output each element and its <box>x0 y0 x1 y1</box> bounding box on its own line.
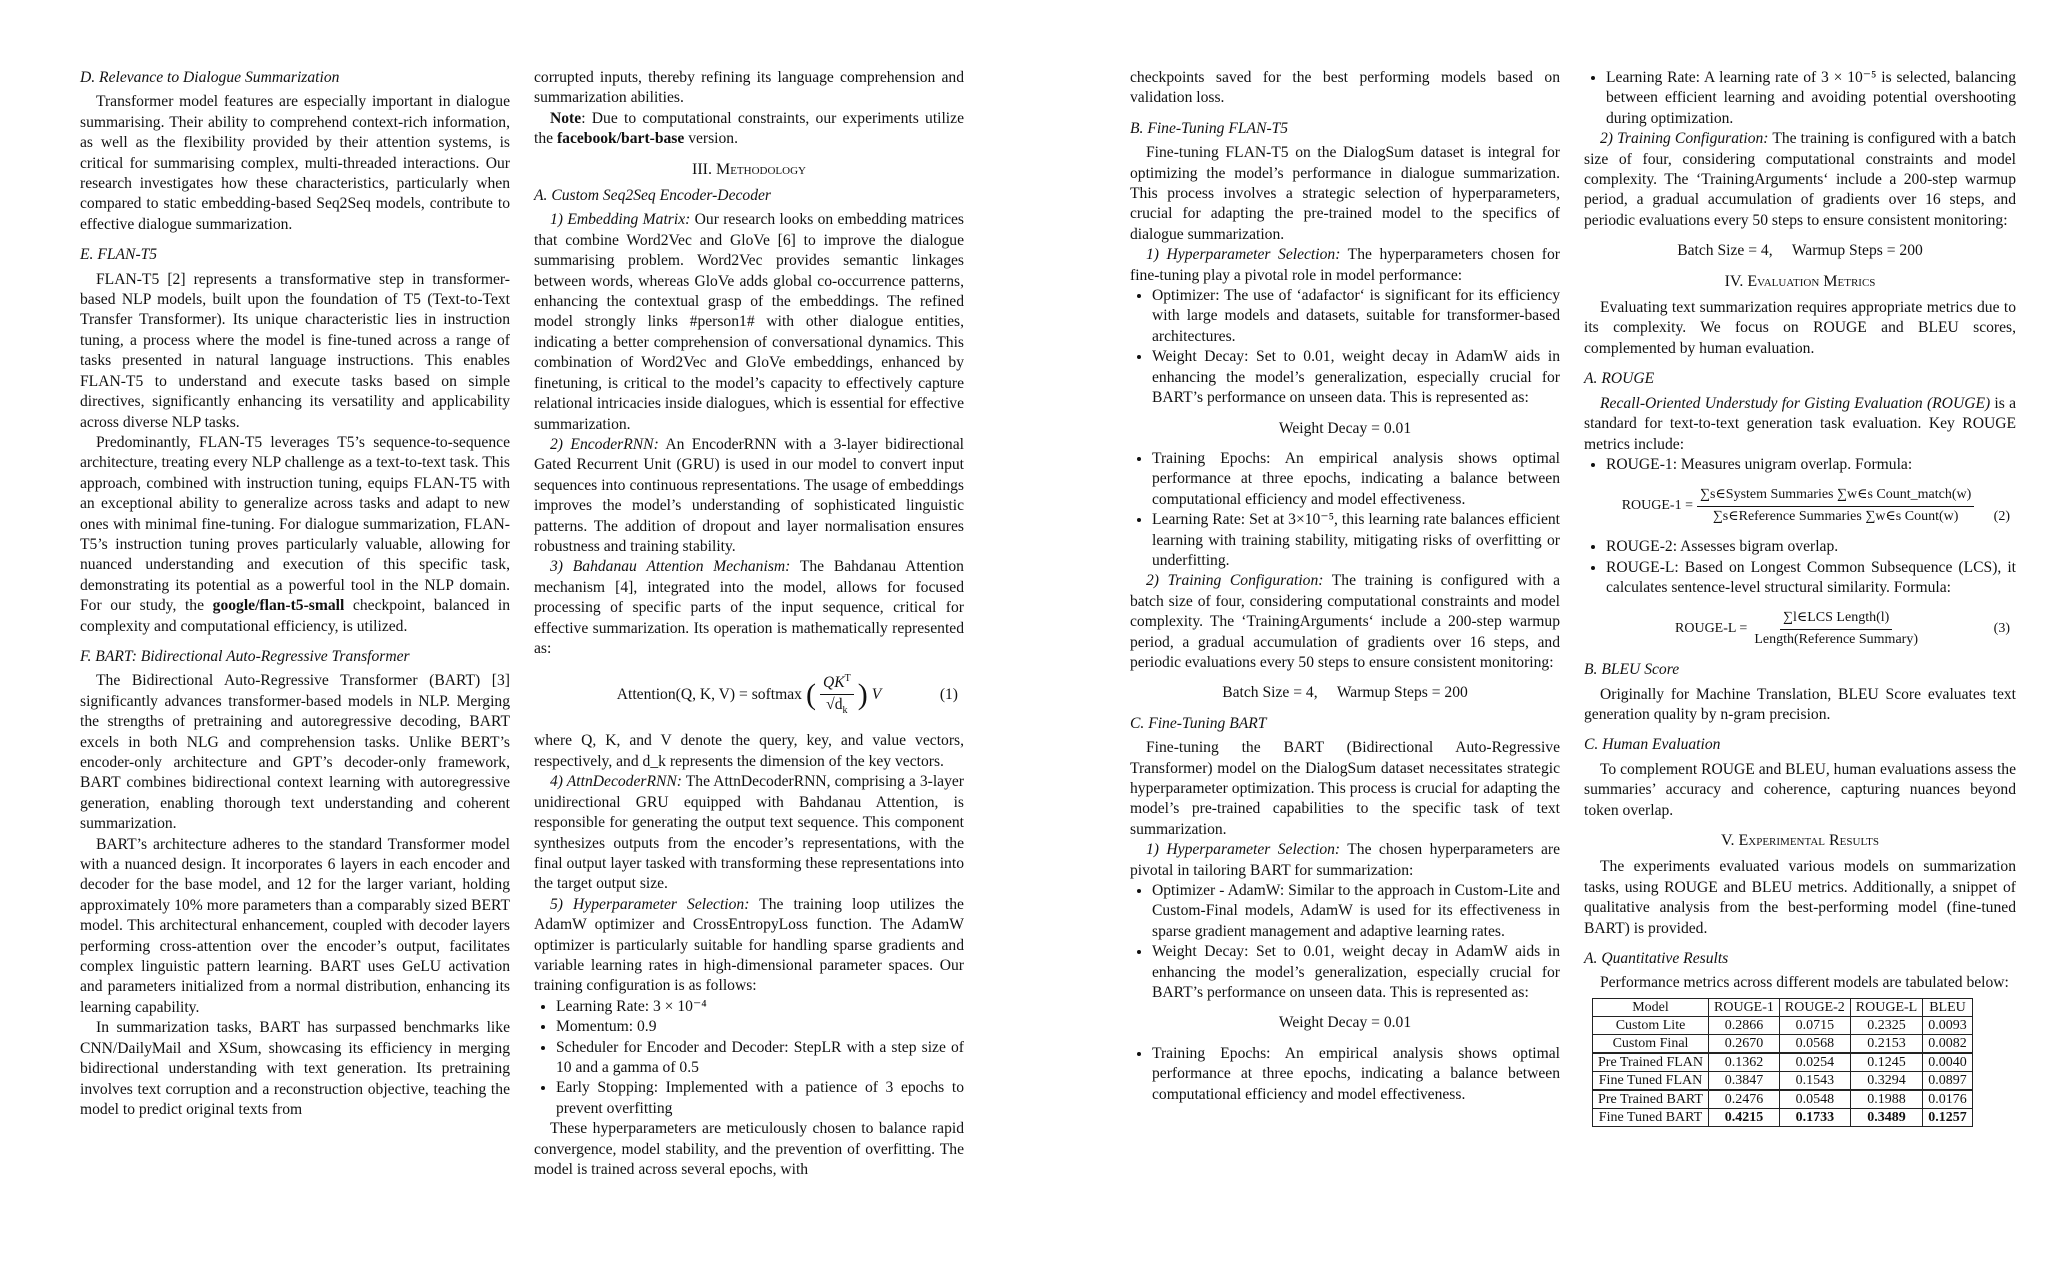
table-cell: Pre Trained FLAN <box>1593 1053 1709 1072</box>
table-cell: Custom Final <box>1593 1034 1709 1053</box>
table-cell: 0.1245 <box>1850 1053 1922 1072</box>
table-cell: 0.3294 <box>1850 1071 1922 1090</box>
list-item: • Optimizer: The use of ‘adafactor‘ is significant for its efficiency with large models and datasets, suitable for transformer-based architectures. <box>1152 286 1560 347</box>
equation-number: (1) <box>939 686 958 704</box>
equation-2: ROUGE-1 = $\frac{\text{∑s∈System Summaries ∑w∈s Count\_match(w)}}{\text{∑s∈Reference Summaries ∑w∈s Count(w)}}$ (2) <box>1584 485 2016 527</box>
note-paragraph: Note: Due to computational constraints, our experiments utilize the facebook/bart-base version. <box>534 109 964 148</box>
table-row <box>1593 1108 1973 1126</box>
list-item: • ROUGE-1: Measures unigram overlap. Formula: <box>1606 455 2016 475</box>
paragraph: corrupted inputs, thereby refining its language comprehension and summarization abilities. <box>534 69 964 107</box>
table-cell: 0.3489 <box>1850 1108 1922 1126</box>
weight-decay-equation: Weight Decay = 0.01 <box>1278 419 1412 437</box>
table-cell: 0.1257 <box>1923 1108 1973 1126</box>
bullet-list <box>534 997 964 1119</box>
header-cell: BLEU <box>1923 998 1973 1016</box>
equation-number: (3) <box>1993 621 2010 637</box>
paragraph: FLAN-T5 [2] represents a transformative step in transformer-based NLP models, built upon the foundation of T5 (Text-to-Text Transfer Transformer). Its unique characteristic lies in instruction tuning, a process where the model is fine-tuned across a range of tasks presented in natural language instructions. This enables FLAN-T5 to understand and execute tasks based on simple directives, significantly enhancing its versatility and applicability across diverse NLP tasks. <box>80 270 510 431</box>
bullet-list <box>1130 286 1560 408</box>
table-cell: Custom Lite <box>1593 1016 1709 1034</box>
list-item: • Training Epochs: An empirical analysis shows optimal performance at three epochs, indicating a balance between computational efficiency and model effectiveness. <box>1152 1044 1560 1105</box>
list-item: • ROUGE-2: Assesses bigram overlap. <box>1606 537 2016 557</box>
table-cell: 0.1362 <box>1709 1053 1780 1072</box>
bullet-list <box>1130 881 1560 1003</box>
list-item: • Optimizer - AdamW: Similar to the approach in Custom-Lite and Custom-Final models, AdamW is used for its effectiveness in sparse gradient management and adaptive learning rates. <box>1152 881 1560 942</box>
bullet-list <box>1584 537 2016 598</box>
paragraph: 1) Embedding Matrix: Our research looks on embedding matrices that combine Word2Vec and GloVe [6] to improve the dialogue summarising problem. Word2Vec provides semantic linkages between words, whereas GloVe adds global co-occurrence patterns, enhancing the contextual grasp of the embeddings. The refined model strongly links #person1# with other dialogue entities, indicating a better comprehension of conversational dynamics. This combination of Word2Vec and GloVe embeddings, enhanced by finetuning, is critical to the model’s capacity to effectively capture relational intricacies inside dialogues, which is essential for effective summarization. <box>534 211 964 433</box>
section-heading-v: V. Experimental Results <box>1721 832 1879 849</box>
equation-number: (2) <box>1993 509 2010 525</box>
table-cell: 0.0715 <box>1779 1016 1850 1034</box>
table-cell: 0.3847 <box>1709 1071 1780 1090</box>
table-cell: 0.2866 <box>1709 1016 1780 1034</box>
paragraph: In summarization tasks, BART has surpassed benchmarks like CNN/DailyMail and XSum, showcasing its efficiency in merging bidirectional understanding with text generation. Its pretraining involves text corruption and a reconstruction objective, teaching the model to predict original texts from <box>80 1019 510 1118</box>
batch-size-equation: Batch Size = 4, Warmup Steps = 200 <box>1222 684 1468 702</box>
table-row <box>1593 1071 1973 1090</box>
header-cell: ROUGE-1 <box>1709 998 1780 1016</box>
heading-d: D. Relevance to Dialogue Summarization <box>80 69 340 86</box>
header-cell: ROUGE-2 <box>1779 998 1850 1016</box>
header-cell: ROUGE-L <box>1850 998 1922 1016</box>
list-item: • Training Epochs: An empirical analysis shows optimal performance at three epochs, indicating a balance between computational efficiency and model effectiveness. <box>1152 449 1560 510</box>
list-item: • Early Stopping: Implemented with a patience of 3 epochs to prevent overfitting <box>556 1078 964 1119</box>
heading-b: B. Fine-Tuning FLAN-T5 <box>1130 119 1289 137</box>
weight-decay-equation: Weight Decay = 0.01 <box>1278 1014 1412 1032</box>
table-cell: 0.0093 <box>1923 1016 1973 1034</box>
paragraph: 2) Training Configuration: The training is configured with a batch size of four, considering computational constraints and model complexity. The ‘TrainingArguments‘ include a 200-step warmup period, a gradual accumulation of gradients over 16 steps, and periodic evaluations every 50 steps to ensure consistent monitoring: <box>1584 130 2016 229</box>
list-item: • Scheduler for Encoder and Decoder: StepLR with a step size of 10 and a gamma of 0.5 <box>556 1038 964 1079</box>
paragraph: 2) EncoderRNN: An EncoderRNN with a 3-layer bidirectional Gated Recurrent Unit (GRU) is used in our model to convert input sequences into continuous representations. The usage of embeddings improves the model’s understanding of sophisticated linguistic patterns. The addition of dropout and layer normalisation ensures robustness and training stability. <box>534 435 964 555</box>
table-cell: 0.2325 <box>1850 1016 1922 1034</box>
bullet-list <box>1584 455 2016 475</box>
table-cell: Pre Trained BART <box>1593 1090 1709 1109</box>
right-column-2 <box>1584 68 2016 1127</box>
paragraph: 3) Bahdanau Attention Mechanism: The Bahdanau Attention mechanism [4], integrated into the model, allows for focused processing of specific parts of the input sequence, critical for effective summarization. Its operation is mathematically represented as: <box>534 558 964 657</box>
equation-1: Attention(Q, K, V) = softmax ( $\frac{QK^T}{√d_k}$ ) V (1) <box>534 669 964 721</box>
paragraph: Predominantly, FLAN-T5 leverages T5’s sequence-to-sequence architecture, treating every NLP challenge as a text-to-text task. This approach, combined with instruction tuning, equips FLAN-T5 with an exceptional ability to generalize across tasks and adapt to new ones with minimal fine-tuning. For dialogue summarization, FLAN-T5’s instruction tuning proves particularly valuable, allowing for nuanced understanding and execution of this specific task, demonstrating its potential as a powerful tool in the NLP domain. For our study, the google/flan-t5-small checkpoint, balanced in complexity and computational efficiency, is utilized. <box>80 433 510 635</box>
results-table <box>1592 998 1973 1127</box>
paragraph: Originally for Machine Translation, BLEU Score evaluates text generation quality by n-gram precision. <box>1584 685 2016 723</box>
table-cell: 0.2670 <box>1709 1034 1780 1053</box>
table-cell: 0.0040 <box>1923 1053 1973 1072</box>
table-cell: 0.0568 <box>1779 1034 1850 1053</box>
header-cell: Model <box>1593 998 1709 1016</box>
table-row <box>1593 1090 1973 1109</box>
table-cell: Fine Tuned FLAN <box>1593 1071 1709 1090</box>
table-cell: 0.1988 <box>1850 1090 1922 1109</box>
heading-quantitative: A. Quantitative Results <box>1584 950 1729 968</box>
table-cell: 0.0254 <box>1779 1053 1850 1072</box>
paragraph: Fine-tuning the BART (Bidirectional Auto-Regressive Transformer) model on the DialogSum dataset necessitates strategic hyperparameter optimization. This process is crucial for adapting the model’s pre-trained capabilities to the specific task of text summarization. <box>1130 739 1560 838</box>
equation-fraction: $\frac{QK^T}{√d_k}$ <box>820 669 854 721</box>
table-row <box>1593 1034 1973 1053</box>
paragraph: Recall-Oriented Understudy for Gisting Evaluation (ROUGE) is a standard for text-to-text generation task evaluation. Key ROUGE metrics include: <box>1584 394 2016 453</box>
paragraph: 1) Hyperparameter Selection: The hyperparameters chosen for fine-tuning play a pivotal role in model performance: <box>1130 246 1560 284</box>
batch-size-equation: Batch Size = 4, Warmup Steps = 200 <box>1677 242 1923 260</box>
heading-bleu: B. BLEU Score <box>1584 661 1680 679</box>
list-item: • Learning Rate: 3 × 10⁻⁴ <box>556 997 964 1017</box>
table-cell: 0.1733 <box>1779 1108 1850 1126</box>
heading-f: F. BART: Bidirectional Auto-Regressive Transformer <box>80 647 410 665</box>
table-cell: 0.0897 <box>1923 1071 1973 1090</box>
table-cell: 0.1543 <box>1779 1071 1850 1090</box>
table-row <box>1593 1016 1973 1034</box>
paragraph: checkpoints saved for the best performing models based on validation loss. <box>1130 69 1560 107</box>
bullet-list <box>1584 68 2016 129</box>
right-page <box>1024 0 2048 1284</box>
list-item: • Learning Rate: A learning rate of 3 × 10⁻⁵ is selected, balancing between efficient learning and avoiding potential overshooting during optimization. <box>1606 68 2016 129</box>
paragraph: Fine-tuning FLAN-T5 on the DialogSum dataset is integral for optimizing the model’s performance in dialogue summarization. This process involves a strategic selection of hyperparameters, crucial for adapting the pre-trained model to the specifics of dialogue summarization. <box>1130 144 1560 243</box>
list-item: • Learning Rate: Set at 3×10⁻⁵, this learning rate balances efficient learning with training stability, mitigating risks of overfitting or underfitting. <box>1152 510 1560 571</box>
paragraph: Performance metrics across different models are tabulated below: <box>1600 974 2009 992</box>
right-column-1 <box>1130 68 1560 1105</box>
table-cell: Fine Tuned BART <box>1593 1108 1709 1126</box>
bullet-list <box>1130 449 1560 571</box>
list-item: • Weight Decay: Set to 0.01, weight decay in AdamW aids in enhancing the model’s generalization, especially crucial for BART’s performance on unseen data. This is represented as: <box>1152 942 1560 1003</box>
heading-rouge: A. ROUGE <box>1584 370 1655 388</box>
paragraph: 4) AttnDecoderRNN: The AttnDecoderRNN, comprising a 3-layer unidirectional GRU equipped with Bahdanau Attention, is responsible for generating the output text sequence. This component synthesizes outputs from the encoder’s representations, with the final output layer tasked with transforming these representations into the target output size. <box>534 773 964 893</box>
table-row <box>1593 1053 1973 1072</box>
heading-c: C. Fine-Tuning BART <box>1130 714 1267 732</box>
paragraph: BART’s architecture adheres to the standard Transformer model with a nuanced design. It incorporates 6 layers in each encoder and decoder for the base model, and 12 for the larger variant, holding approximately 10% more parameters than a comparably sized BERT model. This architectural enhancement, coupled with decoder layers performing cross-attention over the encoder’s output, facilitates complex linguistic pattern learning. BART uses GeLU activation and parameters initialized from a normal distribution, enhancing its learning capability. <box>80 835 510 1016</box>
left-column-2 <box>534 68 964 1180</box>
paragraph: 2) Training Configuration: The training is configured with a batch size of four, considering computational constraints and model complexity. The ‘TrainingArguments‘ include a 200-step warmup period, a gradual accumulation of gradients over 16 steps, and periodic evaluations every 50 steps to ensure consistent monitoring: <box>1130 572 1560 671</box>
paragraph: 1) Hyperparameter Selection: The chosen hyperparameters are pivotal in tailoring BART for summarization: <box>1130 841 1560 879</box>
paragraph: The Bidirectional Auto-Regressive Transformer (BART) [3] significantly advances transformer-based models in NLP. Merging the strengths of pretraining and autoregressive decoding, BART excels in both NLG and comprehension tasks. Unlike BERT’s encoder-only architecture and GPT’s decoder-only framework, BART combines bidirectional context learning with autoregressive generation, enabling thorough text understanding and coherent summarization. <box>80 672 510 833</box>
paragraph: The experiments evaluated various models on summarization tasks, using ROUGE and BLEU metrics. Additionally, a snippet of qualitative analysis from the best-performing model (fine-tuned BART) is provided. <box>1584 858 2016 937</box>
heading-human-eval: C. Human Evaluation <box>1584 736 1721 754</box>
section-heading-iv: IV. Evaluation Metrics <box>1724 272 1876 290</box>
paragraph: To complement ROUGE and BLEU, human evaluations assess the summaries’ accuracy and coherence, capturing nuances beyond token overlap. <box>1584 760 2016 819</box>
table-cell: 0.4215 <box>1709 1108 1780 1126</box>
paragraph: Evaluating text summarization requires appropriate metrics due to its complexity. We focus on ROUGE and BLEU scores, complemented by human evaluation. <box>1584 299 2016 357</box>
paragraph: 5) Hyperparameter Selection: The training loop utilizes the AdamW optimizer and CrossEntropyLoss function. The AdamW optimizer is particularly suitable for handling sparse gradients and variable learning rates in high-dimensional parameter spaces. Our training configuration is as follows: <box>534 895 964 995</box>
table-cell: 0.2476 <box>1709 1090 1780 1109</box>
left-column-1 <box>80 68 510 1120</box>
bullet-list <box>1130 1044 1560 1105</box>
heading-a: A. Custom Seq2Seq Encoder-Decoder <box>534 187 771 205</box>
paragraph: Transformer model features are especially important in dialogue summarising. Their ability to comprehend context-rich information, as well as the flexibility provided by their attention systems, is critical for summarising complex, multi-threaded interactions. Our research investigates how these characteristics, particularly when compared to static embedding-based Seq2Seq models, contribute to effective dialogue summarization. <box>80 93 510 233</box>
table-cell: 0.0548 <box>1779 1090 1850 1109</box>
heading-e: E. FLAN-T5 <box>80 246 158 264</box>
table-cell: 0.0176 <box>1923 1090 1973 1109</box>
table-cell: 0.0082 <box>1923 1034 1973 1053</box>
equation-3: ROUGE-L = $\frac{\text{∑l∈LCS Length(l)}}{\text{Length(Reference Summary)}}$ (3) <box>1675 610 2010 647</box>
list-item: • Momentum: 0.9 <box>556 1017 964 1037</box>
list-item: • ROUGE-L: Based on Longest Common Subsequence (LCS), it calculates sentence-level structural similarity. Formula: <box>1606 558 2016 599</box>
paragraph: These hyperparameters are meticulously chosen to balance rapid convergence, model stability, and the prevention of overfitting. The model is trained across several epochs, with <box>534 1120 964 1179</box>
table-cell: 0.2153 <box>1850 1034 1922 1053</box>
equation-lhs: Attention(Q, K, V) = softmax <box>616 686 802 704</box>
list-item: • Weight Decay: Set to 0.01, weight decay in AdamW aids in enhancing the model’s generalization, especially crucial for BART’s performance on unseen data. This is represented as: <box>1152 347 1560 408</box>
table-header-row <box>1593 998 1973 1016</box>
paragraph: where Q, K, and V denote the query, key, and value vectors, respectively, and d_k represents the dimension of the key vectors. <box>534 732 964 770</box>
section-heading-iii: III. Methodology <box>692 160 806 178</box>
